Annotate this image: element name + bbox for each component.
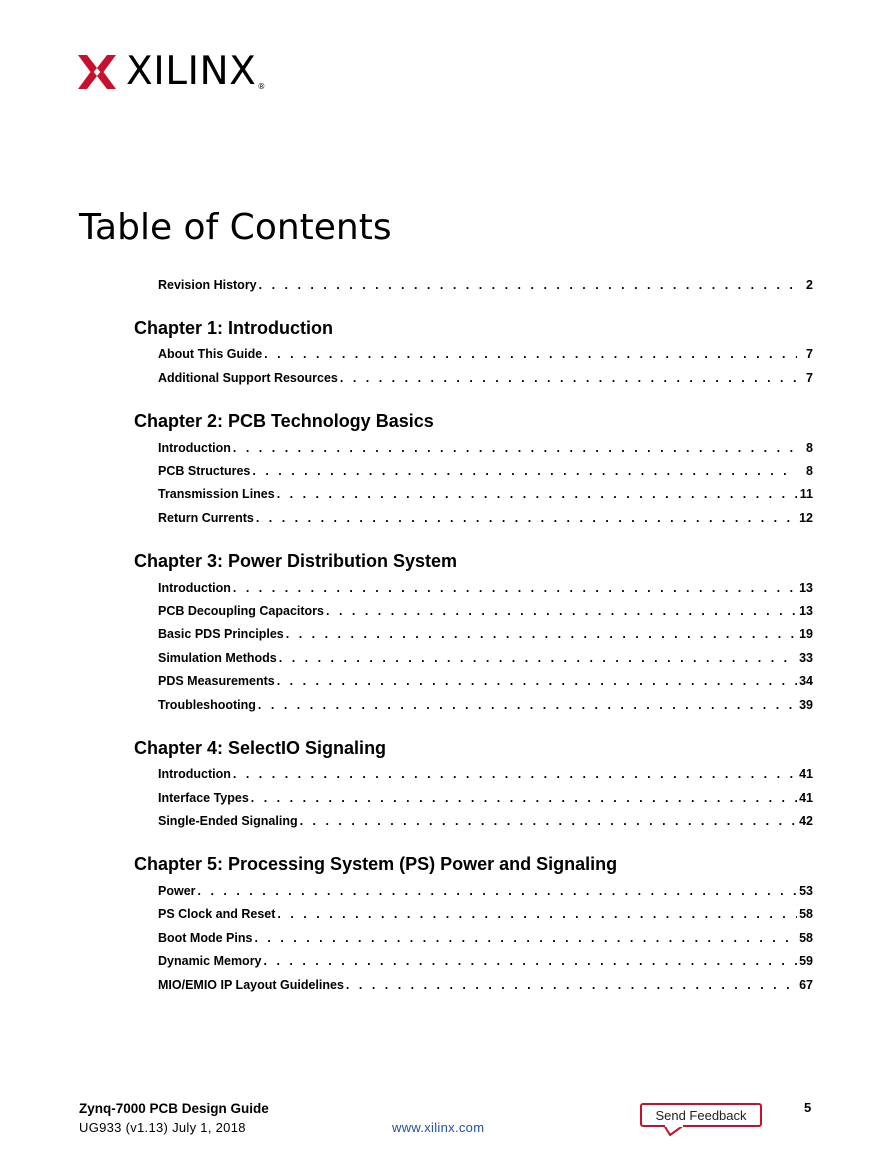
toc-entry-ps-clock-and-reset[interactable]: PS Clock and Reset . . . 58 [158, 908, 813, 921]
toc-entry-mio-emio-ip-layout-guidelines[interactable]: MIO/EMIO IP Layout Guidelines . . . 67 [158, 979, 813, 992]
toc-entry-simulation-methods[interactable]: Simulation Methods . . . 33 [158, 652, 813, 665]
page-number: 5 [804, 1100, 812, 1115]
toc-entry-pcb-structures[interactable]: PCB Structures . . . 8 [158, 465, 813, 478]
xilinx-logo [78, 49, 266, 94]
toc-entry-additional-support-resources[interactable]: Additional Support Resources . . . 7 [158, 372, 813, 385]
toc-entry-return-currents[interactable]: Return Currents . . . 12 [158, 512, 813, 525]
speech-bubble-tail-icon [662, 1125, 686, 1137]
toc-entry-introduction[interactable]: Introduction . . . 8 [158, 442, 813, 455]
toc-entry-transmission-lines[interactable]: Transmission Lines . . . 11 [158, 488, 813, 501]
toc-entry-dynamic-memory[interactable]: Dynamic Memory . . . 59 [158, 955, 813, 968]
toc-entry-basic-pds-principles[interactable]: Basic PDS Principles . . . 19 [158, 628, 813, 641]
logo-wordmark: XILINX® [126, 49, 266, 94]
chapter-heading-4[interactable]: Chapter 4: SelectIO Signaling [134, 738, 387, 758]
xilinx-x-logo-icon [78, 55, 116, 89]
chapter-heading-5[interactable]: Chapter 5: Processing System (PS) Power and Signaling [134, 854, 618, 874]
toc-entry-single-ended-signaling[interactable]: Single-Ended Signaling . . . 42 [158, 815, 813, 828]
toc-entry-revision-history[interactable]: Revision History . . . 2 [158, 279, 813, 292]
chapter-heading-2[interactable]: Chapter 2: PCB Technology Basics [134, 411, 434, 431]
toc-entry-troubleshooting[interactable]: Troubleshooting . . . 39 [158, 699, 813, 712]
page-title: Table of Contents [79, 207, 392, 248]
footer-doc-title: Zynq-7000 PCB Design Guide [79, 1101, 269, 1116]
footer-url-link[interactable]: www.xilinx.com [392, 1120, 485, 1135]
toc-entry-power[interactable]: Power . . . 53 [158, 885, 813, 898]
toc-entry-about-this-guide[interactable]: About This Guide . . . 7 [158, 348, 813, 361]
toc-entry-boot-mode-pins[interactable]: Boot Mode Pins . . . 58 [158, 932, 813, 945]
toc-entry-introduction[interactable]: Introduction . . . 41 [158, 768, 813, 781]
footer-doc-id: UG933 (v1.13) July 1, 2018 [79, 1120, 246, 1135]
toc-entry-pcb-decoupling-capacitors[interactable]: PCB Decoupling Capacitors . . . 13 [158, 605, 813, 618]
chapter-heading-1[interactable]: Chapter 1: Introduction [134, 318, 333, 338]
toc-entry-introduction[interactable]: Introduction . . . 13 [158, 582, 813, 595]
toc-entry-interface-types[interactable]: Interface Types . . . 41 [158, 792, 813, 805]
chapter-heading-3[interactable]: Chapter 3: Power Distribution System [134, 551, 458, 571]
send-feedback-button[interactable]: Send Feedback [640, 1103, 762, 1127]
toc-entry-pds-measurements[interactable]: PDS Measurements . . . 34 [158, 675, 813, 688]
